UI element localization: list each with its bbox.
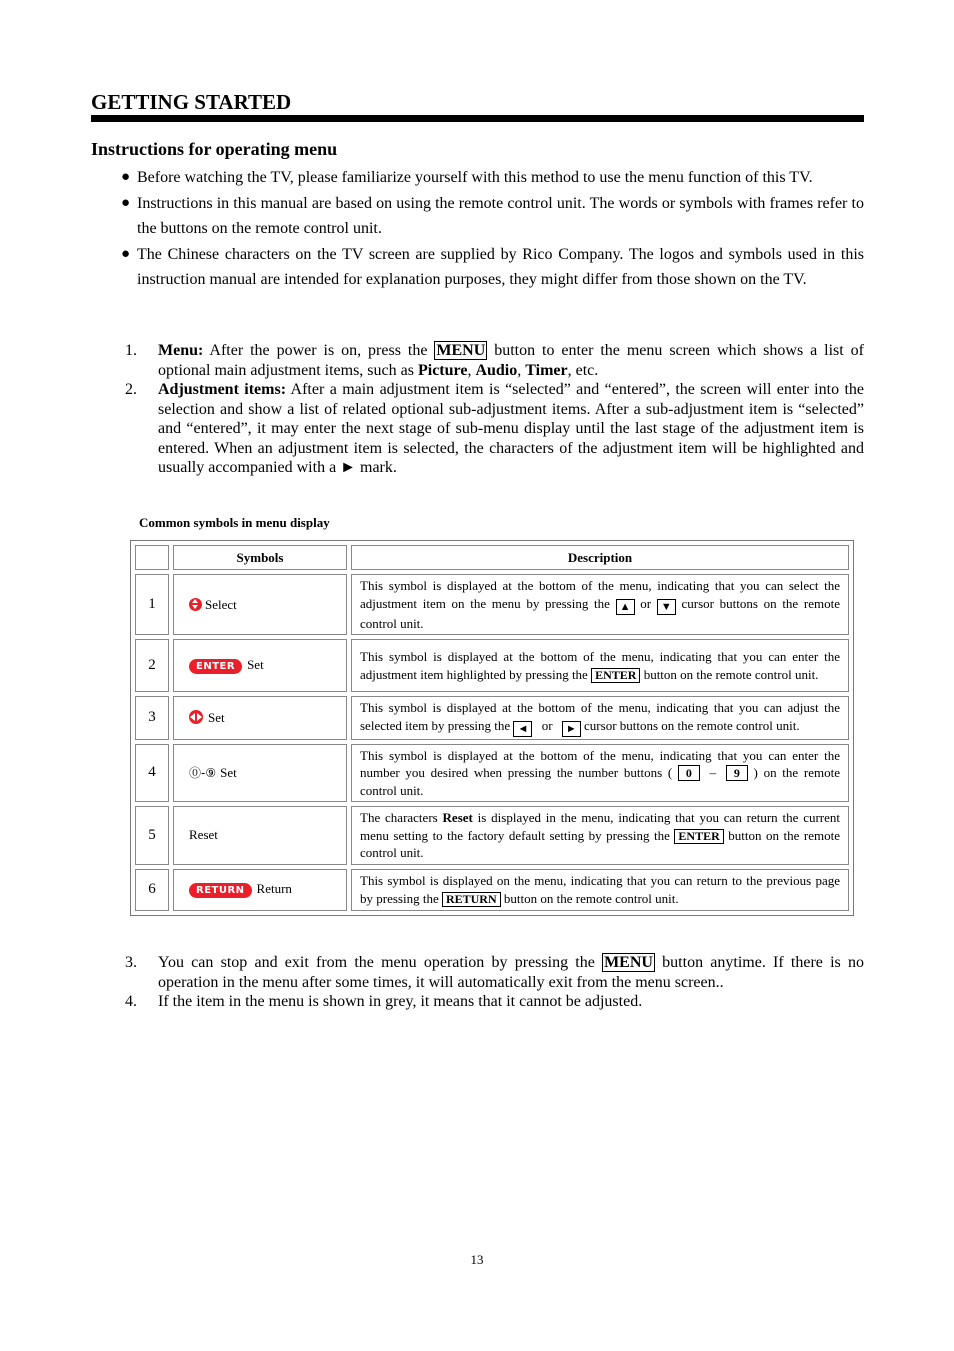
bullet-item: ● The Chinese characters on the TV screen are supplied by Rico Company. The logos and symbols used in this instruction manual are intended for explanation purposes, they might differ from those shown on the TV.: [121, 242, 864, 293]
down-arrow-key-icon: ▼: [657, 599, 676, 615]
header-description: Description: [351, 545, 849, 570]
row-number: 1: [135, 574, 169, 635]
table-header-row: [135, 545, 849, 570]
symbols-table: [130, 540, 854, 916]
description-cell: This symbol is displayed at the bottom of the menu, indicating that you can adjust the selected item by pressing the ◄ or ► cursor buttons on the remote control unit.: [351, 696, 849, 740]
step-label: Menu:: [158, 342, 204, 359]
section-title: GETTING STARTED: [91, 90, 292, 114]
table-row: [135, 869, 849, 911]
numbered-list-top: [125, 341, 864, 478]
description-cell: This symbol is displayed on the menu, indicating that you can return to the previous page by pressing the RETURN button on the remote control unit.: [351, 869, 849, 911]
bullet-item: ● Before watching the TV, please familiarize yourself with this method to use the menu function of this TV.: [121, 165, 864, 191]
description-cell: This symbol is displayed at the bottom of the menu, indicating that you can enter the number you desired when pressing the number buttons ( 0 – 9 ) on the remote control unit.: [351, 744, 849, 803]
step-number: 4.: [125, 993, 137, 1010]
enter-key-label: ENTER: [674, 829, 723, 844]
step-menu: 1. Menu: After the power is on, press the MENU button to enter the menu screen which shows a list of optional main adjustment items, such as Picture, Audio, Timer, etc.: [125, 342, 864, 379]
left-right-icon: [189, 710, 203, 724]
bullet-dot-icon: ●: [121, 194, 131, 211]
symbol-cell: Set: [173, 696, 347, 740]
bullet-dot-icon: ●: [121, 169, 131, 185]
row-number: 6: [135, 869, 169, 911]
bullet-dot-icon: ●: [121, 245, 131, 262]
step-number: 1.: [125, 342, 137, 359]
step-exit-menu: 3. You can stop and exit from the menu operation by pressing the MENU button anytime. If there is no operation in the menu after some times, it will automatically exit from the menu screen..: [125, 954, 865, 991]
header-symbols: Symbols: [173, 545, 347, 570]
row-number: 4: [135, 744, 169, 803]
subheading: Instructions for operating menu: [91, 139, 338, 159]
symbol-cell: Select: [173, 574, 347, 635]
symbol-cell: Reset: [173, 806, 347, 865]
nine-key-label: 9: [726, 765, 748, 781]
table-row: [135, 639, 849, 692]
description-cell: This symbol is displayed at the bottom of the menu, indicating that you can enter the adjustment item highlighted by pressing the ENTER button on the remote control unit.: [351, 639, 849, 692]
title-rule: [91, 115, 864, 122]
zero-key-label: 0: [678, 765, 700, 781]
symbol-cell: RETURN Return: [173, 869, 347, 911]
header-cell-empty: [135, 545, 169, 570]
symbol-cell: ⓪-⑨ Set: [173, 744, 347, 803]
numbered-list-bottom: [125, 953, 864, 1012]
step-number: 2.: [125, 381, 137, 398]
return-key-label: RETURN: [442, 892, 501, 907]
page-number: 13: [470, 1252, 484, 1267]
table-caption: Common symbols in menu display: [139, 515, 330, 530]
enter-key-label: ENTER: [591, 668, 640, 683]
up-down-icon: [189, 598, 202, 611]
step-number: 3.: [125, 954, 137, 971]
right-arrow-key-icon: ►: [562, 721, 581, 737]
row-number: 3: [135, 696, 169, 740]
table-row: [135, 574, 849, 635]
return-icon: RETURN: [189, 883, 252, 898]
row-number: 2: [135, 639, 169, 692]
up-arrow-key-icon: ▲: [616, 599, 635, 615]
row-number: 5: [135, 806, 169, 865]
menu-key-label: MENU: [436, 342, 486, 359]
table-row: [135, 806, 849, 865]
bullet-item: ● Instructions in this manual are based on using the remote control unit. The words or symbols with frames refer to the buttons on the remote control unit.: [121, 191, 864, 242]
symbol-cell: ENTER Set: [173, 639, 347, 692]
table-row: [135, 696, 849, 740]
description-cell: This symbol is displayed at the bottom of the menu, indicating that you can select the adjustment item on the menu by pressing the ▲ or ▼ cursor buttons on the remote control unit.: [351, 574, 849, 635]
step-adjustment-items: 2. Adjustment items: After a main adjustment item is “selected” and “entered”, the screen will enter into the selection and show a list of related optional sub-adjustment items. After a sub-adjustment item is “selected” and “entered”, it may enter the next stage of sub-menu display until the last stage of the adjustment item is entered. When an adjustment item is selected, the characters of the adjustment item will be highlighted and usually accompanied with a ► mark.: [125, 381, 865, 476]
table-row: [135, 744, 849, 803]
description-cell: The characters Reset is displayed in the menu, indicating that you can return the current menu setting to the factory default setting by pressing the ENTER button on the remote control unit.: [351, 806, 849, 865]
step-label: Adjustment items:: [158, 381, 287, 398]
digits-icon: ⓪-⑨: [189, 766, 217, 781]
step-grey-items: 4. If the item in the menu is shown in grey, it means that it cannot be adjusted.: [125, 993, 643, 1010]
bullet-list: [121, 165, 864, 293]
enter-icon: ENTER: [189, 659, 242, 674]
menu-key-label: MENU: [604, 954, 653, 971]
left-arrow-key-icon: ◄: [513, 721, 532, 737]
